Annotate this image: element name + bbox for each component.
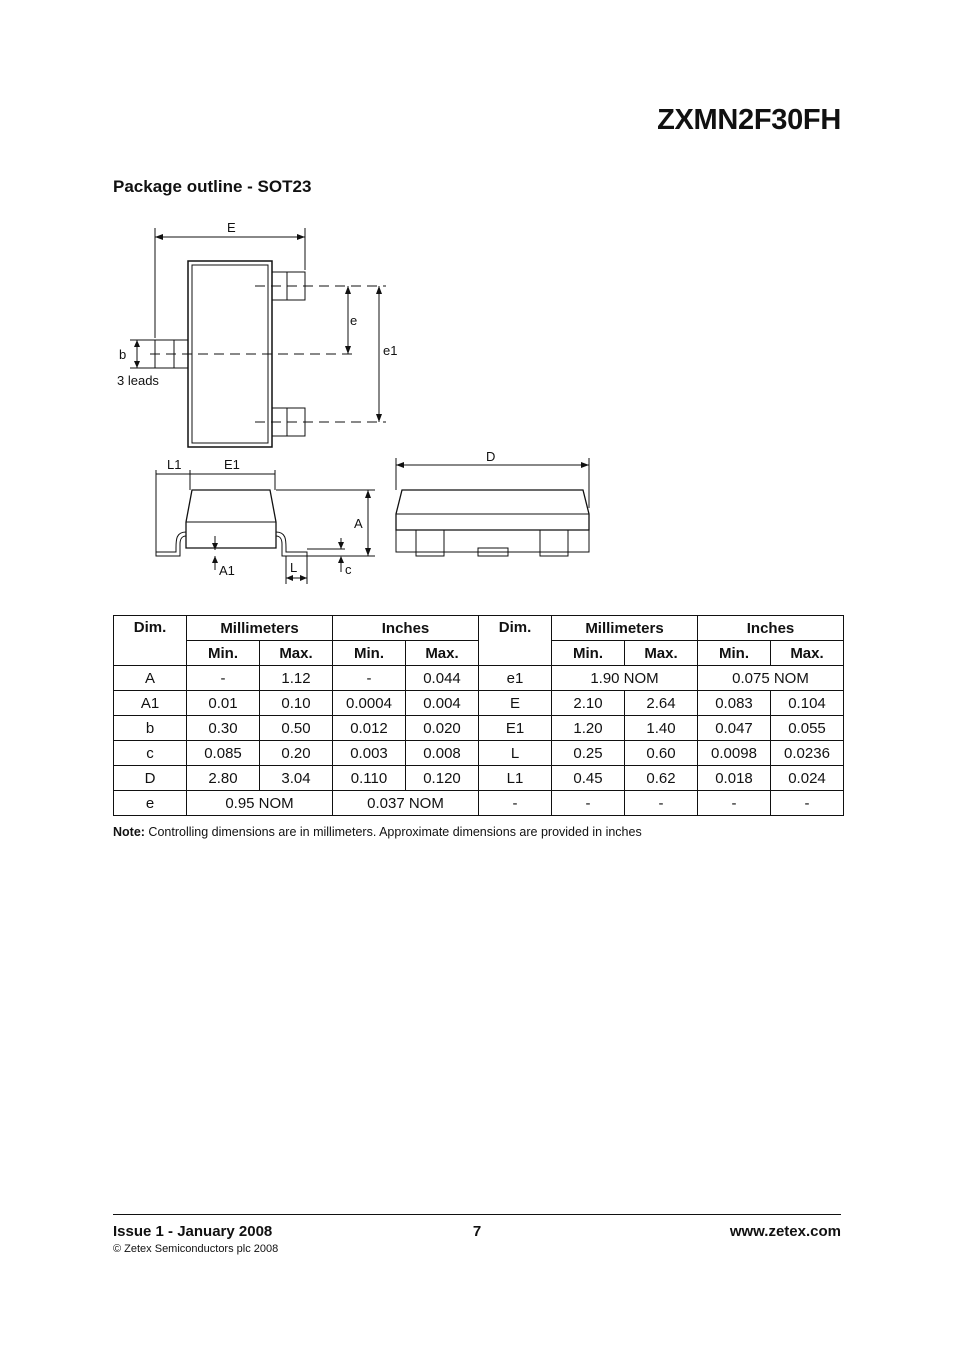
cell: 0.0098	[698, 741, 771, 766]
header-max: Max.	[771, 641, 844, 666]
cell: 0.018	[698, 766, 771, 791]
cell: 0.044	[406, 666, 479, 691]
table-row	[114, 766, 844, 791]
header-inches: Inches	[698, 616, 844, 641]
header-min: Min.	[552, 641, 625, 666]
section-title: Package outline - SOT23	[113, 177, 312, 196]
header-min: Min.	[333, 641, 406, 666]
part-number-title: ZXMN2F30FH	[657, 104, 841, 136]
dim-label-e1: e1	[383, 343, 398, 358]
cell: e	[114, 791, 187, 816]
dim-label-c: c	[345, 562, 352, 577]
cell: 0.085	[187, 741, 260, 766]
table-row	[114, 741, 844, 766]
dim-label-A: A	[354, 516, 363, 531]
cell: c	[114, 741, 187, 766]
cell: 0.012	[333, 716, 406, 741]
cell: 0.50	[260, 716, 333, 741]
cell: 0.055	[771, 716, 844, 741]
cell: 0.01	[187, 691, 260, 716]
cell: E1	[479, 716, 552, 741]
table-header-row	[114, 616, 844, 641]
dim-label-b: b	[119, 347, 127, 362]
dim-label-L: L	[290, 560, 298, 575]
table-row	[114, 791, 844, 816]
header-millimeters: Millimeters	[187, 616, 333, 641]
cell: 0.110	[333, 766, 406, 791]
cell: -	[552, 791, 625, 816]
cell: 0.10	[260, 691, 333, 716]
footer-issue: Issue 1 - January 2008	[113, 1223, 273, 1240]
cell: 0.20	[260, 741, 333, 766]
dim-label-e: e	[350, 313, 358, 328]
cell: 0.037 NOM	[333, 791, 479, 816]
cell: b	[114, 716, 187, 741]
cell: 0.008	[406, 741, 479, 766]
cell: -	[625, 791, 698, 816]
dim-label-D: D	[486, 449, 496, 464]
header-dim: Dim.	[479, 616, 552, 666]
cell: 0.45	[552, 766, 625, 791]
note-text: Controlling dimensions are in millimeters. Approximate dimensions are provided in inches	[144, 825, 642, 839]
cell: -	[698, 791, 771, 816]
cell: 0.30	[187, 716, 260, 741]
copyright-notice: © Zetex Semiconductors plc 2008	[113, 1243, 279, 1255]
header-dim: Dim.	[114, 616, 187, 666]
header-max: Max.	[625, 641, 698, 666]
cell: 0.120	[406, 766, 479, 791]
cell: -	[771, 791, 844, 816]
cell: 0.024	[771, 766, 844, 791]
footer-website-link[interactable]: www.zetex.com	[729, 1223, 841, 1240]
cell: 0.0236	[771, 741, 844, 766]
cell: 2.64	[625, 691, 698, 716]
header-min: Min.	[187, 641, 260, 666]
cell: -	[187, 666, 260, 691]
cell: L	[479, 741, 552, 766]
cell: A	[114, 666, 187, 691]
dim-label-L1: L1	[167, 457, 182, 472]
dim-label-E: E	[227, 220, 236, 235]
cell: -	[479, 791, 552, 816]
page-number: 7	[472, 1223, 482, 1240]
cell: 0.047	[698, 716, 771, 741]
cell: 2.80	[187, 766, 260, 791]
cell: 0.62	[625, 766, 698, 791]
cell: E	[479, 691, 552, 716]
package-outline-drawing	[0, 0, 954, 600]
header-max: Max.	[406, 641, 479, 666]
cell: -	[333, 666, 406, 691]
cell: 2.10	[552, 691, 625, 716]
dimensions-table	[113, 615, 844, 816]
dim-label-E1: E1	[224, 457, 240, 472]
cell: 0.95 NOM	[187, 791, 333, 816]
cell: L1	[479, 766, 552, 791]
cell: e1	[479, 666, 552, 691]
header-min: Min.	[698, 641, 771, 666]
table-note	[113, 825, 642, 839]
cell: 0.003	[333, 741, 406, 766]
header-max: Max.	[260, 641, 333, 666]
footer-divider	[113, 1214, 841, 1215]
cell: 1.12	[260, 666, 333, 691]
header-millimeters: Millimeters	[552, 616, 698, 641]
cell: 1.90 NOM	[552, 666, 698, 691]
cell: 0.60	[625, 741, 698, 766]
cell: 0.020	[406, 716, 479, 741]
note-label: Note:	[113, 825, 145, 839]
cell: 0.104	[771, 691, 844, 716]
dim-label-A1: A1	[219, 563, 235, 578]
cell: 0.083	[698, 691, 771, 716]
cell: 1.40	[625, 716, 698, 741]
header-inches: Inches	[333, 616, 479, 641]
table-row	[114, 691, 844, 716]
cell: 0.25	[552, 741, 625, 766]
dim-label-3-leads: 3 leads	[117, 373, 159, 388]
table-row	[114, 666, 844, 691]
cell: 3.04	[260, 766, 333, 791]
cell: A1	[114, 691, 187, 716]
cell: 0.004	[406, 691, 479, 716]
table-row	[114, 716, 844, 741]
cell: D	[114, 766, 187, 791]
cell: 0.075 NOM	[698, 666, 844, 691]
cell: 0.0004	[333, 691, 406, 716]
cell: 1.20	[552, 716, 625, 741]
